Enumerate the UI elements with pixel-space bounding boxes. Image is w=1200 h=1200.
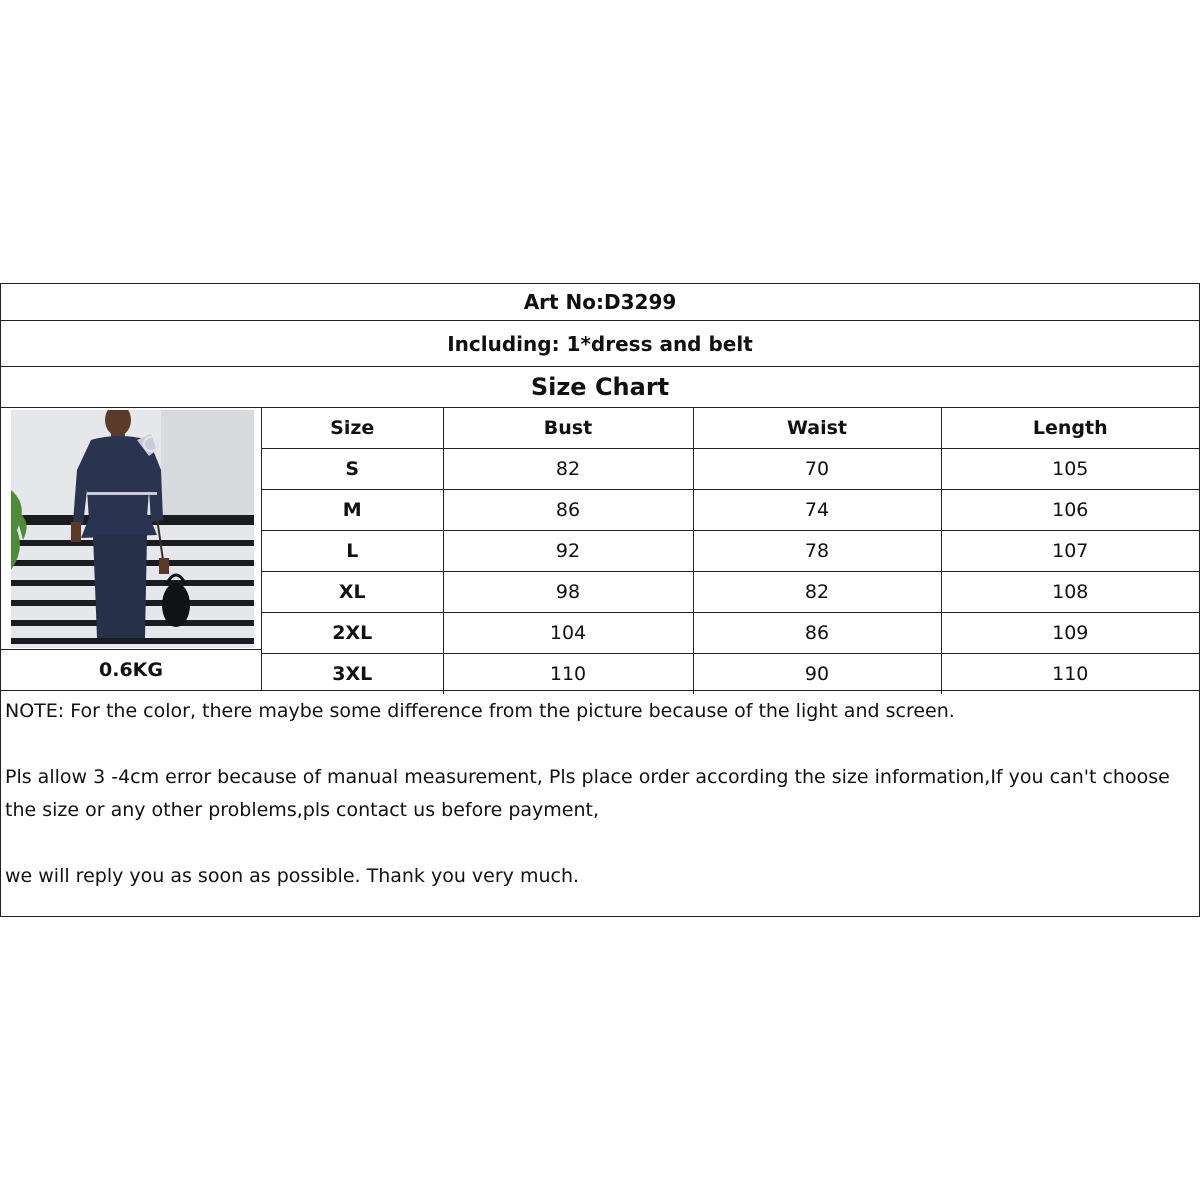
- length-cell: 105: [941, 449, 1199, 490]
- bust-cell: 92: [443, 531, 693, 572]
- notes-section: [1, 690, 1199, 916]
- reply-note: we will reply you as soon as possible. Thank you very much.: [5, 865, 580, 887]
- bust-cell: 86: [443, 490, 693, 531]
- length-cell: 110: [941, 654, 1199, 695]
- waist-cell: 70: [693, 449, 941, 490]
- included-items: Including: 1*dress and belt: [1, 321, 1199, 367]
- length-cell: 109: [941, 613, 1199, 654]
- size-cell: 3XL: [262, 654, 443, 695]
- column-header-waist: Waist: [693, 408, 941, 449]
- column-header-bust: Bust: [443, 408, 693, 449]
- waist-cell: 86: [693, 613, 941, 654]
- bust-cell: 98: [443, 572, 693, 613]
- product-photo-cell: [1, 408, 262, 650]
- length-cell: 108: [941, 572, 1199, 613]
- size-cell: 2XL: [262, 613, 443, 654]
- color-note: NOTE: For the color, there maybe some difference from the picture because of the light and screen.: [5, 700, 955, 722]
- table-row: [262, 531, 1199, 572]
- measurement-note: Pls allow 3 -4cm error because of manual measurement, Pls place order according the size information,If you can't choose the size or any other problems,pls contact us before payment,: [5, 766, 1170, 821]
- size-chart-sheet: [0, 283, 1200, 917]
- size-cell: L: [262, 531, 443, 572]
- size-grid: [1, 408, 1199, 690]
- waist-cell: 74: [693, 490, 941, 531]
- bust-cell: 110: [443, 654, 693, 695]
- length-cell: 107: [941, 531, 1199, 572]
- column-header-length: Length: [941, 408, 1199, 449]
- bust-cell: 82: [443, 449, 693, 490]
- art-number: Art No:D3299: [1, 284, 1199, 321]
- product-photo: [11, 410, 254, 648]
- column-header-size: Size: [262, 408, 443, 449]
- table-header-row: [262, 408, 1199, 449]
- size-table: [262, 408, 1199, 694]
- size-cell: XL: [262, 572, 443, 613]
- waist-cell: 78: [693, 531, 941, 572]
- bust-cell: 104: [443, 613, 693, 654]
- table-row: [262, 449, 1199, 490]
- length-cell: 106: [941, 490, 1199, 531]
- table-row: [262, 654, 1199, 695]
- chart-title: Size Chart: [1, 367, 1199, 408]
- size-cell: S: [262, 449, 443, 490]
- package-weight: 0.6KG: [1, 650, 262, 690]
- table-row: [262, 490, 1199, 531]
- table-row: [262, 572, 1199, 613]
- size-cell: M: [262, 490, 443, 531]
- waist-cell: 82: [693, 572, 941, 613]
- table-row: [262, 613, 1199, 654]
- waist-cell: 90: [693, 654, 941, 695]
